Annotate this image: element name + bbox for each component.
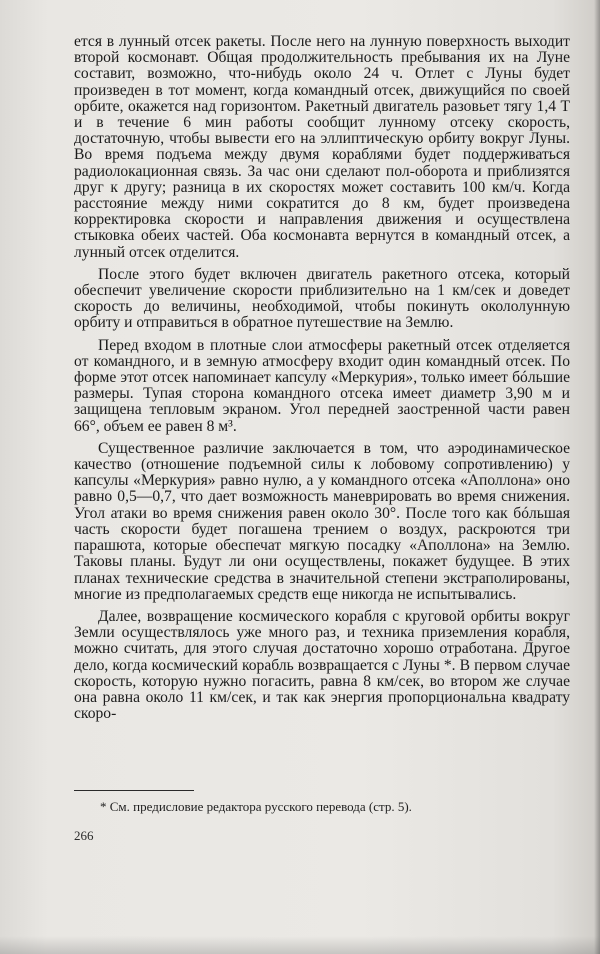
page-edge-shadow <box>594 0 600 954</box>
paragraph-4: Существенное различие заключается в том, что аэродинамическое качество (отношение подъемной силы к лобовому сопротивлению) у капсулы «Меркурия» равно нулю, а у командного отсека «Аполлона» оно равно 0,5—0,7, что дает возможность маневрировать во время снижения. Угол атаки во время снижения равен около 30°. После того как бóльшая часть скорости будет погашена трением о воздух, раскроются три парашюта, которые обеспечат мягкую посадку «Аполлона» на Землю. Таковы планы. Будут ли они осуществлены, покажет будущее. В этих планах технические средства в значительной степени экстраполированы, многие из предполагаемых средств еще никогда не испытывались. <box>74 439 570 603</box>
paragraph-1: ется в лунный отсек ракеты. После него на лунную поверхность выходит второй космонавт. Общая продолжительность пребывания их на Луне составит, возможно, что-нибудь около 24 ч. Отлет с Луны будет произведен в тот момент, когда командный отсек, движущийся по своей орбите, окажется над горизонтом. Ракетный двигатель разовьет тягу 1,4 Т и в течение 6 мин работы сообщит лунному отсеку скорость, достаточную, чтобы вывести его на эллиптическую орбиту вокруг Луны. Во время подъема между двумя кораблями будет поддерживаться радиолокационная связь. За час они сделают пол-оборота и приблизятся друг к другу; разница в их скоростях может составить 100 км/ч. Когда расстояние между ними сократится до 8 км, будет произведена корректировка скорости и направления движения и осуществлена стыковка обеих частей. Оба космонавта вернутся в командный отсек, а лунный отсек отделится. <box>74 33 570 261</box>
footnote: * См. предисловие редактора русского перевода (стр. 5). <box>100 799 412 814</box>
page-bottom-shadow <box>0 936 600 954</box>
body-text <box>74 34 570 728</box>
paragraph-3: Перед входом в плотные слои атмосферы ракетный отсек отделяется от командного, и в земную атмосферу входит один командный отсек. По форме этот отсек напоминает капсулу «Меркурия», только имеет бóльшие размеры. Тупая сторона командного отсека имеет диаметр 3,90 м и защищена тепловым экраном. Угол передней заостренной части равен 66°, объем ее равен 8 м³. <box>74 336 570 435</box>
footnote-divider <box>74 790 194 791</box>
paragraph-5: Далее, возвращение космического корабля с круговой орбиты вокруг Земли осуществлялось уже много раз, и техника приземления корабля, можно считать, для этого случая достаточно хорошо отработана. Другое дело, когда космический корабль возвращается с Луны *. В первом случае скорость, которую нужно погасить, равна 8 км/сек, во втором же случае она равна около 11 км/сек, и так как энергия пропорциональна квадрату скоро- <box>74 607 570 723</box>
page-number: 266 <box>74 828 94 843</box>
paragraph-2: После этого будет включен двигатель ракетного отсека, который обеспечит увеличение скорости приблизительно на 1 км/сек и доведет скорость до величины, необходимой, чтобы покинуть окололунную орбиту и отправиться в обратное путешествие на Землю. <box>74 265 570 332</box>
